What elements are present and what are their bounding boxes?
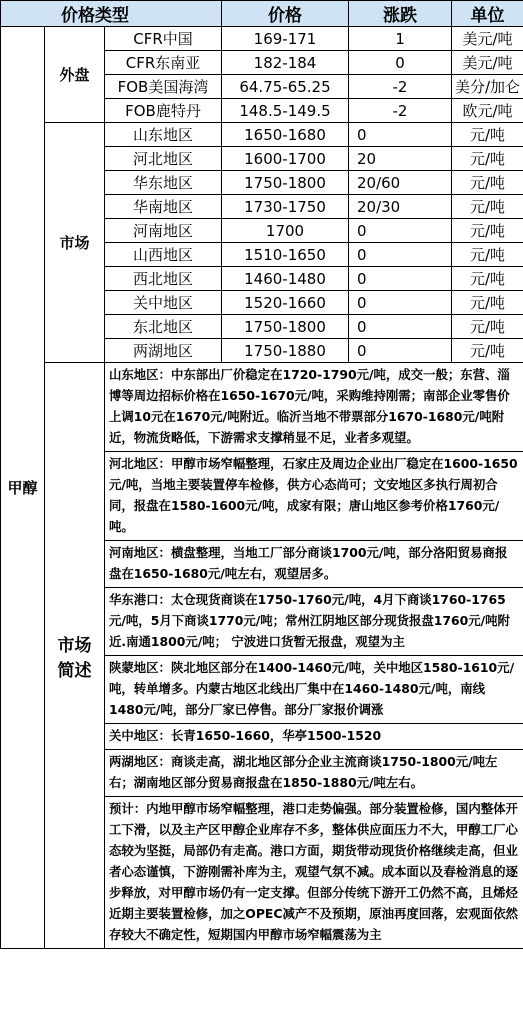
group-label-summary: [45, 363, 105, 949]
row-unit: 元/吨: [452, 339, 523, 363]
row-unit: 元/吨: [452, 147, 523, 171]
header-change: 涨跌: [349, 1, 452, 27]
row-name: FOB美国海湾: [105, 75, 222, 99]
market-note: 河南地区：横盘整理，当地工厂部分商谈1700元/吨，部分洛阳贸易商报盘在1650-1680元/吨左右，观望居多。: [105, 541, 523, 588]
row-price: 169-171: [222, 27, 349, 51]
row-price: 1700: [222, 219, 349, 243]
row-change: 0: [349, 51, 452, 75]
row-name: 东北地区: [105, 315, 222, 339]
row-price: 1520-1660: [222, 291, 349, 315]
row-name: 华东地区: [105, 171, 222, 195]
row-change: 0: [349, 243, 452, 267]
header-price: 价格: [222, 1, 349, 27]
row-unit: 元/吨: [452, 291, 523, 315]
header-row: [1, 1, 523, 27]
row-name: 山西地区: [105, 243, 222, 267]
row-unit: 欧元/吨: [452, 99, 523, 123]
group-label-domestic: 市场: [45, 123, 105, 363]
market-note: 关中地区：长青1650-1660，华亭1500-1520: [105, 724, 523, 750]
row-price: 1460-1480: [222, 267, 349, 291]
price-row: [1, 123, 523, 147]
row-unit: 元/吨: [452, 123, 523, 147]
row-change: 20/30: [349, 195, 452, 219]
row-name: FOB鹿特丹: [105, 99, 222, 123]
row-change: -2: [349, 75, 452, 99]
row-change: 0: [349, 339, 452, 363]
row-price: 1750-1880: [222, 339, 349, 363]
row-unit: 元/吨: [452, 195, 523, 219]
row-change: 20: [349, 147, 452, 171]
row-unit: 美元/吨: [452, 27, 523, 51]
group-label-overseas: 外盘: [45, 27, 105, 123]
market-note: 华东港口：太仓现货商谈在1750-1760元/吨，4月下商谈1760-1765元/吨，5月下商谈1770元/吨；常州江阴地区部分现货报盘1760元/吨附近.南通1800元/吨； 宁波进口货暂无报盘，观望为主: [105, 588, 523, 656]
row-name: 山东地区: [105, 123, 222, 147]
row-unit: 元/吨: [452, 171, 523, 195]
row-unit: 元/吨: [452, 315, 523, 339]
row-price: 64.75-65.25: [222, 75, 349, 99]
row-change: 0: [349, 315, 452, 339]
row-name: 西北地区: [105, 267, 222, 291]
row-price: 1750-1800: [222, 315, 349, 339]
category-label: 甲醇: [1, 27, 45, 949]
header-price-type: 价格类型: [1, 1, 222, 27]
row-name: 关中地区: [105, 291, 222, 315]
row-unit: 元/吨: [452, 219, 523, 243]
row-change: -2: [349, 99, 452, 123]
row-name: 河北地区: [105, 147, 222, 171]
market-note: 陕蒙地区：陕北地区部分在1400-1460元/吨，关中地区1580-1610元/吨，转单增多。内蒙古地区北线出厂集中在1460-1480元/吨，南线1480元/吨，部分厂家已停售。部分厂家报价调涨: [105, 656, 523, 724]
row-name: 河南地区: [105, 219, 222, 243]
row-name: 两湖地区: [105, 339, 222, 363]
row-price: 1650-1680: [222, 123, 349, 147]
row-change: 0: [349, 291, 452, 315]
row-name: CFR东南亚: [105, 51, 222, 75]
row-change: 1: [349, 27, 452, 51]
price-row: [1, 27, 523, 51]
market-note: 河北地区：甲醇市场窄幅整理，石家庄及周边企业出厂稳定在1600-1650元/吨，当地主要装置停车检修，供方心态尚可；文安地区多执行周初合同，报盘在1580-1600元/吨，成家有限；唐山地区参考价格1760元/吨。: [105, 452, 523, 541]
row-price: 1510-1650: [222, 243, 349, 267]
header-unit: 单位: [452, 1, 523, 27]
row-unit: 美分/加仑: [452, 75, 523, 99]
row-price: 148.5-149.5: [222, 99, 349, 123]
row-price: 1730-1750: [222, 195, 349, 219]
row-change: 0: [349, 123, 452, 147]
market-note: 山东地区：中东部出厂价稳定在1720-1790元/吨，成交一般；东营、淄博等周边招标价格在1650-1670元/吨，采购维持刚需；南部企业零售价上调10元在1670元/吨附近。临沂当地不带票部分1670-1680元/吨附近，物流货略低，下游需求支撑稍显不足，业者多观望。: [105, 363, 523, 452]
summary-label-line2: 简述: [57, 660, 92, 681]
market-note: 两湖地区：商谈走高，湖北地区部分企业主流商谈1750-1800元/吨左右；湖南地区部分贸易商报盘在1850-1880元/吨左右。: [105, 750, 523, 797]
summary-label-line1: 市场: [57, 635, 92, 656]
row-change: 20/60: [349, 171, 452, 195]
row-change: 0: [349, 267, 452, 291]
row-name: 华南地区: [105, 195, 222, 219]
row-name: CFR中国: [105, 27, 222, 51]
row-price: 1600-1700: [222, 147, 349, 171]
market-note: 预计：内地甲醇市场窄幅整理，港口走势偏强。部分装置检修，国内整体开工下滑，以及主产区甲醇企业库存不多，整体供应面压力不大，甲醇工厂心态较为坚挺，局部仍有走高。港口方面，期货带动现货价格继续走高，但业者心态谨慎，下游刚需补库为主，观望气氛不减。成本面以及春检消息的逐步释放，对甲醇市场仍有一定支撑。但部分传统下游开工仍然不高，且烯烃近期主要装置检修，加之OPEC减产不及预期，原油再度回落，宏观面依然存较大不确定性，短期国内甲醇市场窄幅震荡为主: [105, 797, 523, 949]
row-price: 182-184: [222, 51, 349, 75]
row-unit: 元/吨: [452, 267, 523, 291]
row-unit: 元/吨: [452, 243, 523, 267]
row-unit: 美元/吨: [452, 51, 523, 75]
row-change: 0: [349, 219, 452, 243]
row-price: 1750-1800: [222, 171, 349, 195]
summary-row: [1, 363, 523, 452]
